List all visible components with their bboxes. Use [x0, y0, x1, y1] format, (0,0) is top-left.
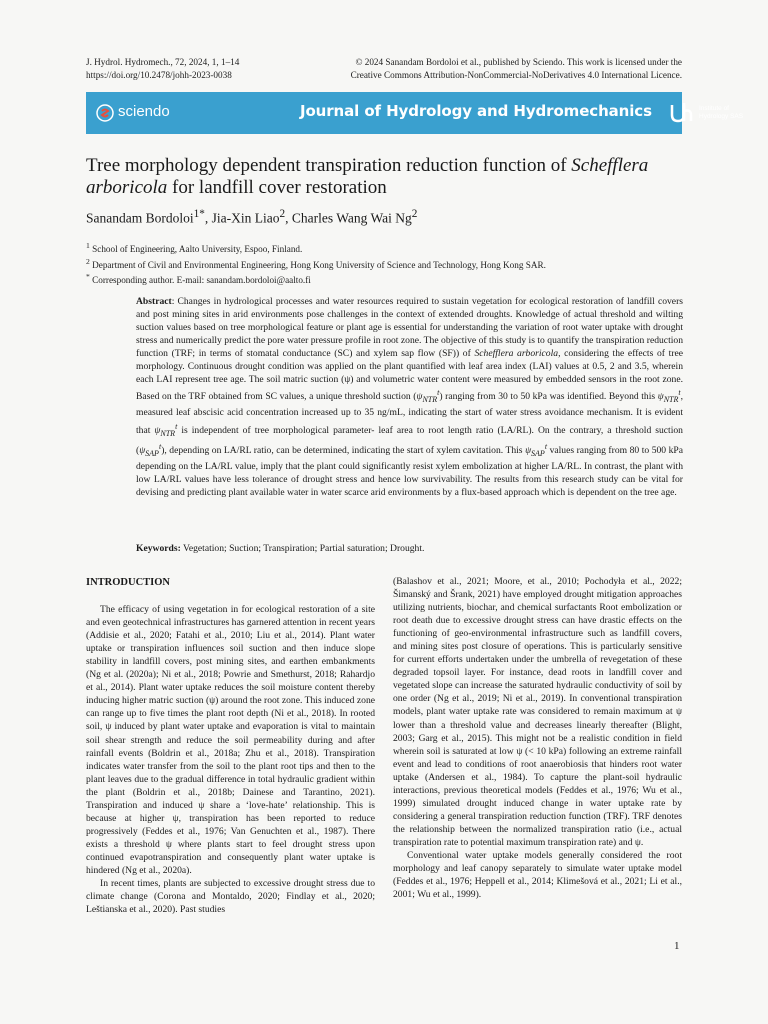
- publisher-name: sciendo: [118, 103, 170, 120]
- license-line-1: © 2024 Sanandam Bordoloi et al., published by Sciendo. This work is licensed under the: [355, 57, 682, 67]
- paper-title: Tree morphology dependent transpiration reduction function of Schefflera arboricola for landfill cover restoration: [86, 155, 649, 198]
- abstract-label: Abstract: [136, 296, 172, 307]
- keywords-label: Keywords:: [136, 543, 181, 554]
- institute-logo-icon: [669, 100, 695, 126]
- body-column-right: [393, 575, 682, 901]
- license-block: [351, 56, 682, 82]
- author-list: Sanandam Bordoloi$^{1*}$, Jia-Xin Liao$^2$, Charles Wang Wai Ng$^2$: [86, 208, 418, 226]
- journal-name: Journal of Hydrology and Hydromechanics: [300, 102, 652, 120]
- paragraph: In recent times, plants are subjected to excessive drought stress due to climate change (Corona and Montaldo, 2020; Findlay et al., 2020; Leštianska et al., 2020). Past studies: [86, 878, 375, 916]
- section-heading-introduction: INTRODUCTION: [86, 577, 171, 588]
- paragraph: Conventional water uptake models generally considered the root morphology and leaf canopy separately to simulate water uptake model (Feddes et al., 1976; Heppell et al., 2014; Klimešová et al., 2021; Li et al., 2001; Wu et al., 1999).: [393, 849, 682, 901]
- citation: J. Hydrol. Hydromech., 72, 2024, 1, 1–14: [86, 57, 240, 67]
- citation-block: [86, 56, 239, 82]
- paragraph: (Balashov et al., 2021; Moore, et al., 2010; Pochodyła et al., 2022; Šimanský and Šrank, 2021) have employed drought mitigation approaches utilizing nutrients, biochar, and chemical surfactants Root embolization or root death due to excessive drought stress can have drastic effects on the functioning of geo-environmental infrastructure such as landfill covers, and mining sites post closure of operations. This is particularly sensitive for current efforts undertaken under the umbrella of revegetation of these degraded topsoil layer. For instance, dead roots in landfill cover and vegetated slope can increase the saturated hydraulic conductivity of soil by one order (Ng et al., 2019; Ni et al., 2019). In conventional transpiration models, plant water uptake rate was considered to remain maximum at ψ lower than a threshold value and decreases linearly thereafter (Blight, 2003; Garg et al., 2015). This might not be a realistic condition in field wherein soil is saturated at low ψ (< 10 kPa) following an extreme rainfall event and lead to conditions of root anaerobiosis that hinders root water uptake (Andersen et al., 1984). To capture the plant-soil hydraulic interactions, previous theoretical models (Feddes et al., 1976; Wu et al., 1999) simulated drought induced change in water uptake rate by considering a general transpiration reduction function (TRF). TRF denotes the relationship between the normalized transpiration ratio (i.e., actual transpiration rate to potential maximum transpiration rate) and ψ.: [393, 576, 682, 848]
- page-number: 1: [674, 940, 680, 952]
- affiliation-1: $^1$ School of Engineering, Aalto University, Espoo, Finland.: [86, 241, 303, 255]
- abstract: Abstract: Changes in hydrological processes and water resources required to sustain vegetation for ecological restoration of landfill covers and post mining sites in arid environments pose challenges in the context of extended droughts. Knowledge of actual threshold and wilting suction values based on tree morphological feature or plant age is essential for understanding the variation of root water uptake with drought stress and numerically predict the pore water pressure profile in root zone. The objective of this study is to quantify the transpiration reduction function (TRF; in terms of stomatal conductance (SC) and xylem sap flow (SF)) of Schefflera arboricola, considering the effects of tree morphology. Continuous drought condition was applied on the plant quantified with leaf area index (LAI) values at 0.5, 2 and 3.5, wherein each LAI represent tree age. The soil matric suction (ψ) and volumetric water content were measured by embedded sensors in the root zone. Based on the TRF obtained from SC values, a unique threshold suction $(\psi_{NTR}^t)$ ranging from 30 to 50 kPa was identified. Beyond this $\psi_{NTR}^t$, measured leaf abscisic acid concentration increased up to 35 ng/mL, indicating the start of water stress avoidance mechanism. It is evident that $\psi_{NTR}^t$ is independent of tree morphological parameter- leaf area to root length ratio (LA/RL). On the contrary, a threshold suction $(\psi_{SAP}^t)$, depending on LA/RL ratio, can be determined, indicating the start of xylem cavitation. This $\psi_{SAP}^t$ values ranging from 80 to 500 kPa depending on the LA/RL value, imply that the plant could significantly resist xylem embolization at higher LA/RL. In contrast, the plant with low LA/RL values have less tolerance of drought stress and hence low survivability. The results from this research study can be vital for devising and predicting plant available water in water scarce arid environments by a flux-based approach which is dependent on the tree age.: [136, 296, 684, 498]
- journal-banner: [86, 92, 744, 134]
- license-line-2: Creative Commons Attribution-NonCommercial-NoDerivatives 4.0 International Licence.: [350, 70, 682, 80]
- body-column-left: [86, 575, 375, 916]
- corresponding-author: * Corresponding author. E-mail: sanandam.bordoloi@aalto.fi: [86, 272, 311, 286]
- keywords: Keywords: Vegetation; Suction; Transpiration; Partial saturation; Drought.: [136, 543, 425, 554]
- institute-name: Institute of Hydrology SAS: [699, 105, 744, 120]
- affiliation-2: $^2$ Department of Civil and Environmental Engineering, Hong Kong University of Science and Technology, Hong Kong SAR.: [86, 256, 546, 270]
- affiliations: [86, 240, 546, 287]
- doi-link[interactable]: https://doi.org/10.2478/johh-2023-0038: [86, 70, 232, 80]
- sciendo-logo-icon: [96, 104, 114, 122]
- paragraph: The efficacy of using vegetation in for ecological restoration of a site and even geotechnical infrastructures has garnered attention in recent years (Addisie et al., 2020; Fatahi et al., 2010; Liu et al., 2014). Plant water uptake or transpiration influences soil suction and then induce slope stability in landfill covers, post mining sites, and earthen embankments (Ng et al. (2020a); Ni et al., 2018; Powrie and Smethurst, 2018; Rahardjo et al., 2014). Plant water uptake reduces the soil moisture content thereby inducing higher matric suction (ψ) around the root zone. This induced zone can range up to five times the plant root depth (Ni et al., 2018). In rooted soil, ψ induced by plant water uptake and evaporation is vital to maintain soil shear strength and reduce the soil permeability during and after rainfall events (Boldrin et al., 2018a; Zhu et al., 2018). Transpiration indicates water transfer from the soil to the plant root tips and then to the plant leaves due to the gradual difference in total hydraulic gradient within the plant (Boldrin et al., 2018b; Dainese and Tarantino, 2021). Transpiration and induced ψ share a ‘love-hate’ relationship. This is because at higher ψ, transpiration has been reported to reduce progressively (Feddes et al., 1976; Van Genuchten et al., 1987). There exists a threshold ψ where plants start to feel drought stress upon continued evapotranspiration and consequently plant water uptake is hindered (Ng et al., 2020a).: [86, 604, 375, 876]
